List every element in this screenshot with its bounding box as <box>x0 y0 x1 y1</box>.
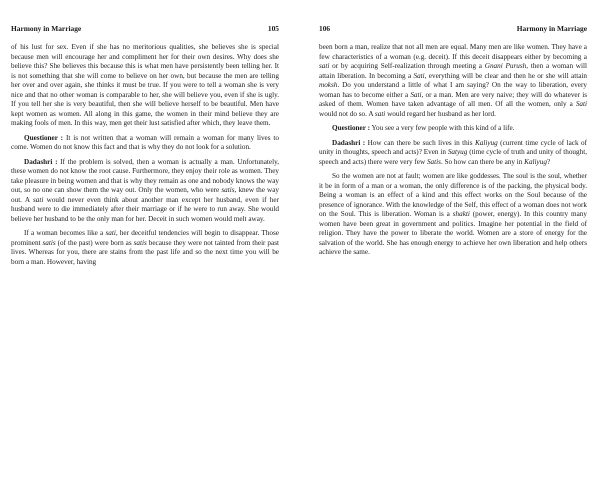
text-run: , then a woman will attain liberation. In becoming a <box>319 62 587 80</box>
paragraph <box>319 172 587 258</box>
paragraph <box>319 43 587 119</box>
right-page-header <box>319 24 587 34</box>
text-run: If a woman becomes like a <box>24 229 106 238</box>
italic-term: sati <box>105 229 116 238</box>
running-title: Harmony in Marriage <box>516 24 587 33</box>
text-run: (time cycle of truth and unity of thought, speech and acts) there were very few <box>319 148 587 166</box>
text-run: How can there be such lives in this <box>365 138 475 147</box>
italic-term: Gnani Purush <box>484 62 527 71</box>
text-run: , everything will be clear and then he or she will attain <box>424 71 588 80</box>
paragraph <box>319 139 587 168</box>
text-run: ? <box>546 157 551 166</box>
text-run: (current time cycle of lack of unity in thoughts, speech and acts)? Even in <box>319 138 587 157</box>
italic-term: satis <box>221 186 235 195</box>
right-page <box>319 0 587 484</box>
italic-term: Sati <box>413 71 425 80</box>
italic-term: Sati <box>575 100 587 109</box>
speaker-label: Questioner : <box>24 133 64 142</box>
text-run: would not do so. A <box>319 109 375 118</box>
italic-term: sati <box>32 195 44 204</box>
text-run: So the women are not at fault; women are like goddesses. The soul is the soul, whether it be in form of a man or a woman, the only difference is of the packing, the physical body. Being a woman is an effect of a kind and this effect works on the Soul because of the presence of ignorance. With the knowledge of the Self, this effect of a woman does not work on the Soul. This is liberation. Woman is a <box>319 171 587 219</box>
italic-term: Kaliyug <box>474 138 498 147</box>
text-run: (of the past) were born as <box>55 238 134 247</box>
paragraph <box>11 158 279 225</box>
italic-term: moksh <box>319 81 338 90</box>
text-run: . So how can there be any in <box>440 157 525 166</box>
page-number: 105 <box>267 24 279 33</box>
text-run: , knew the way out. A <box>11 186 279 204</box>
page-number: 106 <box>319 24 331 33</box>
text-run: (power, energy). In this country many women have been great in government and politics. Imagine her potential in the field of religion. They have the power to liberate the world. Women are a store of energy for the salvation of the world. She has enough energy to achieve her own liberation and help others achieve the same. <box>319 210 587 257</box>
paragraph <box>11 43 279 129</box>
left-page <box>11 0 279 484</box>
text-run: been born a man, realize that not all men are equal. Many men are like women. They have a few characteristics of a woman (e.g. deceit). If this deceit disappears either by becoming a <box>319 43 587 61</box>
paragraph <box>11 134 279 153</box>
italic-term: sati <box>374 109 386 118</box>
speaker-label: Dadashri : <box>332 138 366 147</box>
paragraph <box>11 229 279 267</box>
left-page-body <box>11 43 279 272</box>
right-page-body <box>319 43 587 263</box>
text-run: would never even think about another man except her husband, even if her husband were to die immediately after their marriage or if he were to run away. She would believe her husband to be the only man for her. Deceit in such women would melt away. <box>11 195 279 223</box>
speaker-label: Questioner : <box>332 124 370 133</box>
text-run: If the problem is solved, then a woman is actually a man. Unfortunately, these women do not know the root cause. Furthermore, they enjoy their role as women. They take pleasure in being women and that is why they remain as one and nobody knows the way out, so no one can show them the way out. Only the women, who were <box>11 157 279 195</box>
text-run: because they were not tainted from their past lives. Whereas for you, there are stains from the past life and so the next time you will be born a man. However, having <box>11 238 279 266</box>
running-title: Harmony in Marriage <box>11 24 82 33</box>
italic-term: Sati <box>410 90 422 99</box>
italic-term: shakti <box>452 210 470 219</box>
left-page-header <box>11 24 279 34</box>
italic-term: Satis <box>426 157 441 166</box>
text-run: , her deceitful tendencies will begin to disappear. Those prominent <box>11 229 279 247</box>
text-run: You see a very few people with this kind of a life. <box>370 124 515 133</box>
text-run: of his lust for sex. Even if she has no meritorious qualities, she believes she is special because men will encourage her and compliment her for their own desires. Why does she believe this? She believes this because this is what men have persistently been telling her. It is not something that she will come to believe on her own, but because the men are telling her over and over again, she thinks it must be true. If you were to tell a woman she is very nice and that no other woman is comparable to her, she will believe you, even if she is ugly. If you tell her she is very beautiful, then she will believe herself to be beautiful. Men have kept women as women. All along in this game, the women in their mind believe they are making fools of men. In this way, men get their lust satisfied after which, they leave them. <box>11 43 279 128</box>
text-run: It is not written that a woman will remain a woman for many lives to come. Women do not know this fact and that is why they do not look for a solution. <box>11 133 279 152</box>
speaker-label: Dadashri : <box>24 157 58 166</box>
italic-term: satis <box>42 238 56 247</box>
italic-term: sati <box>319 62 330 71</box>
text-run: . Do you understand a little of what I am saying? On the way to liberation, every woman has to become either a <box>319 81 587 99</box>
text-run: , or a man. Men are very naive; they will do whatever is asked of them. Women have taken advantage of all men. Of all the women, only a <box>319 90 587 109</box>
text-run: would regard her husband as her lord. <box>385 109 496 118</box>
paragraph <box>319 124 587 134</box>
italic-term: Kaliyug <box>524 157 547 166</box>
italic-term: Satyug <box>447 148 468 157</box>
italic-term: satis <box>133 238 147 247</box>
text-run: or by acquiring Self-realization through meeting a <box>329 62 485 71</box>
